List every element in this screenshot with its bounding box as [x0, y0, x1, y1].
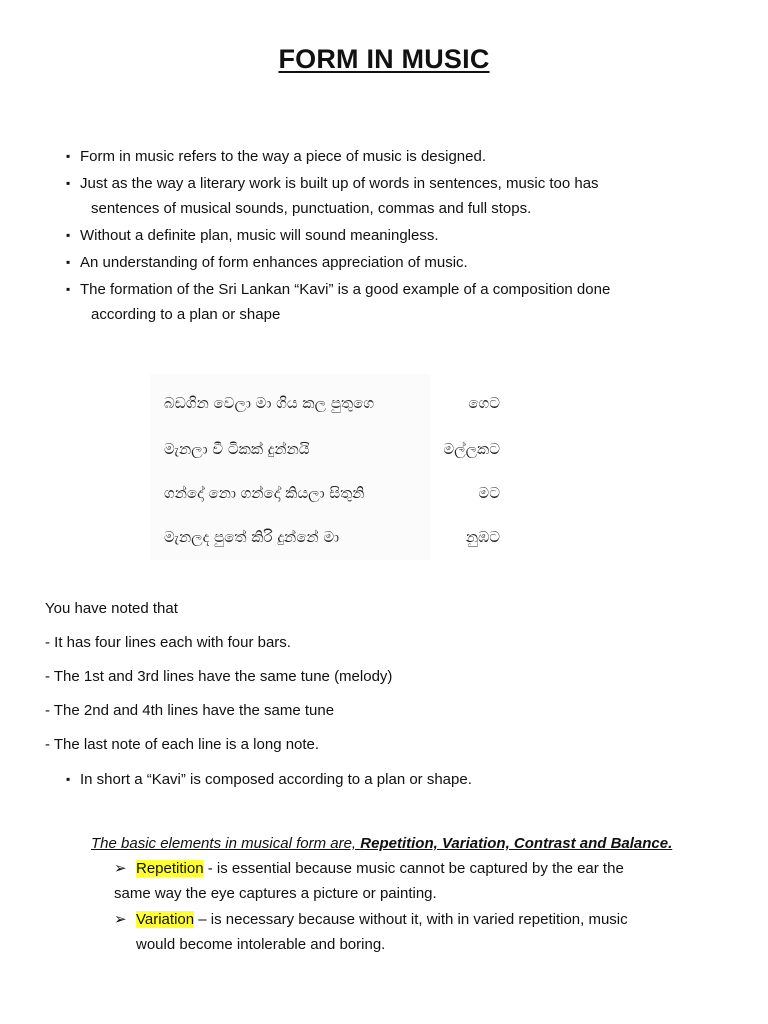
kavi-poem-image — [150, 374, 430, 560]
notes-intro: You have noted that — [45, 600, 178, 617]
poem-line-3: ගන්දෝ නො ගන්දෝ කියලා සිතුනි — [164, 484, 365, 502]
note-line: - The 2nd and 4th lines have the same tune — [45, 702, 335, 719]
poem-end-4: නුඹට — [465, 528, 500, 546]
list-item — [66, 223, 706, 248]
repetition-text-continuation: same way the eye captures a picture or painting. — [114, 885, 437, 902]
repetition-text: - is essential because music cannot be captured by the ear the — [203, 860, 624, 877]
intro-bullet-list — [66, 144, 706, 327]
note-line: - The 1st and 3rd lines have the same tune (melody) — [45, 668, 393, 685]
square-bullet-icon: ▪ — [66, 228, 71, 242]
note-line: - The last note of each line is a long note. — [45, 736, 320, 753]
square-bullet-icon: ▪ — [66, 772, 71, 786]
list-item — [66, 144, 706, 169]
variation-text-continuation: would become intolerable and boring. — [136, 936, 386, 953]
poem-end-1: ගෙට — [468, 394, 500, 412]
summary-text: In short a “Kavi” is composed according to a plan or shape. — [80, 771, 472, 788]
poem-line-1: බඩගින වෙලා මා ගිය කල පුතුගෙ — [164, 394, 375, 412]
note-line: - It has four lines each with four bars. — [45, 634, 291, 651]
kavi-poem-line-endings — [420, 374, 520, 560]
square-bullet-icon: ▪ — [66, 255, 71, 269]
basic-elements-heading — [91, 831, 672, 856]
bullet-text: Form in music refers to the way a piece of music is designed. — [80, 148, 486, 165]
bullet-text: An understanding of form enhances appreciation of music. — [80, 254, 468, 271]
poem-end-2: මල්ලකට — [443, 440, 500, 458]
square-bullet-icon: ▪ — [66, 176, 71, 190]
repetition-point — [114, 856, 714, 906]
arrow-bullet-icon: ➢ — [114, 860, 127, 877]
bullet-text: The formation of the Sri Lankan “Kavi” is a good example of a composition done — [80, 281, 611, 298]
bullet-text-continuation: according to a plan or shape — [91, 306, 281, 323]
repetition-term: Repetition — [136, 860, 204, 877]
variation-term: Variation — [136, 911, 195, 928]
summary-bullet — [66, 767, 472, 792]
page-title: FORM IN MUSIC — [278, 44, 490, 74]
list-item — [66, 277, 706, 327]
square-bullet-icon: ▪ — [66, 149, 71, 163]
observation-notes — [45, 596, 735, 766]
arrow-bullet-icon: ➢ — [114, 911, 127, 928]
square-bullet-icon: ▪ — [66, 282, 71, 296]
bullet-text: Just as the way a literary work is built up of words in sentences, music too has — [80, 175, 599, 192]
list-item — [66, 250, 706, 275]
bullet-text-continuation: sentences of musical sounds, punctuation, commas and full stops. — [91, 200, 532, 217]
poem-line-4: මැනලද පුතේ කිරි දුන්නේ මා — [164, 528, 340, 546]
list-item — [66, 171, 706, 221]
bullet-text: Without a definite plan, music will sound meaningless. — [80, 227, 439, 244]
elements-list-text: Repetition, Variation, Contrast and Balance. — [360, 835, 673, 852]
poem-line-2: මැනලා වී ටිකක් දුන්නයි — [164, 440, 310, 458]
poem-end-3: මට — [478, 484, 500, 502]
elements-lead-text: The basic elements in musical form are, — [91, 835, 361, 852]
variation-point — [114, 907, 714, 957]
variation-text: – is necessary because without it, with in varied repetition, music — [194, 911, 628, 928]
